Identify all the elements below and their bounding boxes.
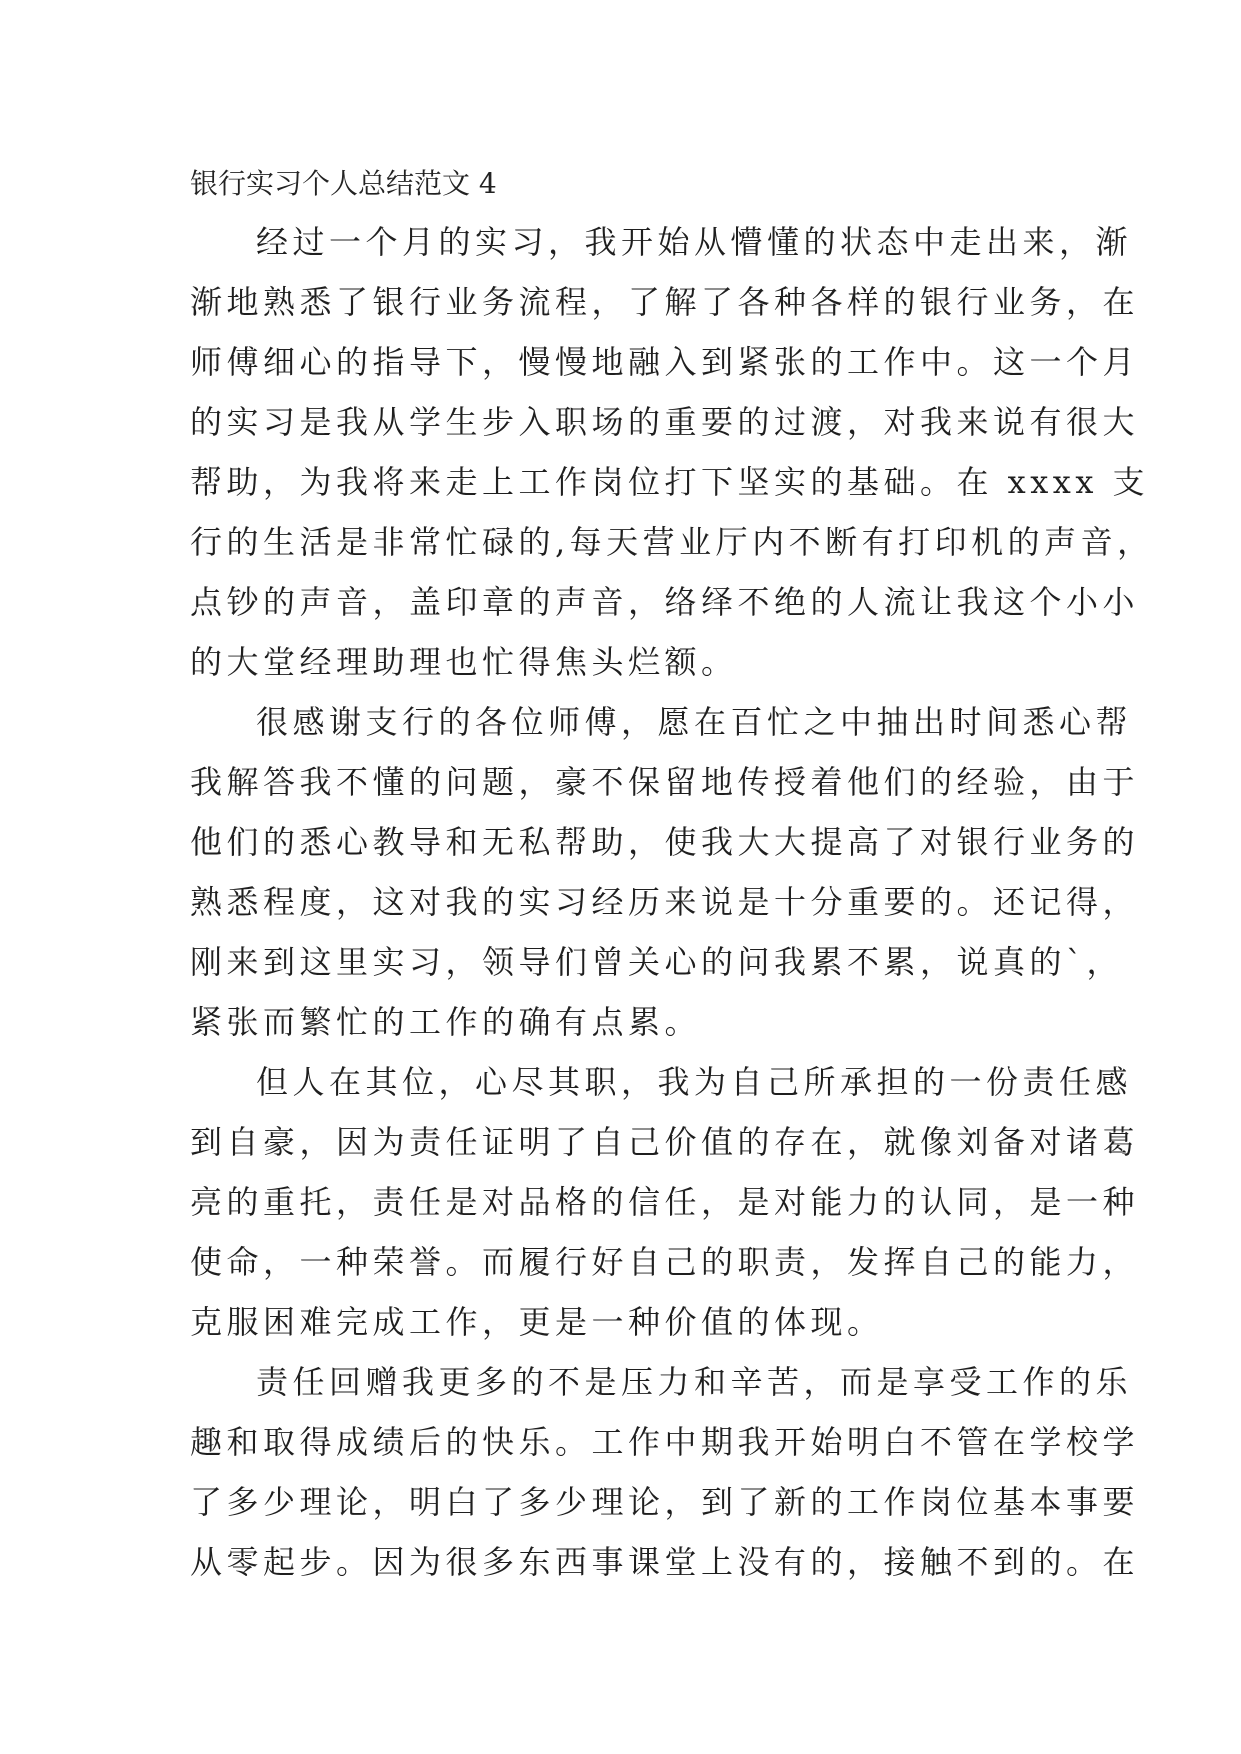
paragraph-2-line-6: 紧张而繁忙的工作的确有点累。 [190,1003,702,1041]
paragraph-2-line-1: 很感谢支行的各位师傅，愿在百忙之中抽出时间悉心帮 [256,703,1133,741]
paragraph-1-line-7: 点钞的声音，盖印章的声音，络绎不绝的人流让我这个小小 [190,583,1140,621]
paragraph-1-line-1: 经过一个月的实习，我开始从懵懂的状态中走出来，渐 [256,223,1133,261]
paragraph-4-line-1: 责任回赠我更多的不是压力和辛苦，而是享受工作的乐 [256,1363,1133,1401]
paragraph-1-line-3: 师傅细心的指导下，慢慢地融入到紧张的工作中。这一个月 [190,343,1140,381]
paragraph-3-line-2: 到自豪，因为责任证明了自己价值的存在，就像刘备对诸葛 [190,1123,1140,1161]
paragraph-3-line-1: 但人在其位，心尽其职，我为自己所承担的一份责任感 [256,1063,1133,1101]
paragraph-1-line-2: 渐地熟悉了银行业务流程，了解了各种各样的银行业务，在 [190,283,1140,321]
paragraph-2-line-4: 熟悉程度，这对我的实习经历来说是十分重要的。还记得， [190,883,1140,921]
paragraph-1-line-4: 的实习是我从学生步入职场的重要的过渡，对我来说有很大 [190,403,1140,441]
document-title: 银行实习个人总结范文 4 [190,167,497,200]
paragraph-3-line-3: 亮的重托，责任是对品格的信任，是对能力的认同，是一种 [190,1183,1140,1221]
paragraph-1-line-8: 的大堂经理助理也忙得焦头烂额。 [190,643,738,681]
paragraph-2-line-3: 他们的悉心教导和无私帮助，使我大大提高了对银行业务的 [190,823,1140,861]
paragraph-3-line-5: 克服困难完成工作，更是一种价值的体现。 [190,1303,884,1341]
paragraph-4-line-2: 趣和取得成绩后的快乐。工作中期我开始明白不管在学校学 [190,1423,1140,1461]
paragraph-1-line-6: 行的生活是非常忙碌的,每天营业厅内不断有打印机的声音， [190,523,1154,561]
paragraph-2-line-5: 刚来到这里实习，领导们曾关心的问我累不累，说真的`， [190,943,1124,981]
paragraph-2-line-2: 我解答我不懂的问题，豪不保留地传授着他们的经验，由于 [190,763,1140,801]
paragraph-4-line-3: 了多少理论，明白了多少理论，到了新的工作岗位基本事要 [190,1483,1140,1521]
paragraph-1-line-5: 帮助，为我将来走上工作岗位打下坚实的基础。在 xxxx 支 [190,463,1150,501]
paragraph-3-line-4: 使命，一种荣誉。而履行好自己的职责，发挥自己的能力， [190,1243,1140,1281]
paragraph-4-line-4: 从零起步。因为很多东西事课堂上没有的，接触不到的。在 [190,1543,1140,1581]
